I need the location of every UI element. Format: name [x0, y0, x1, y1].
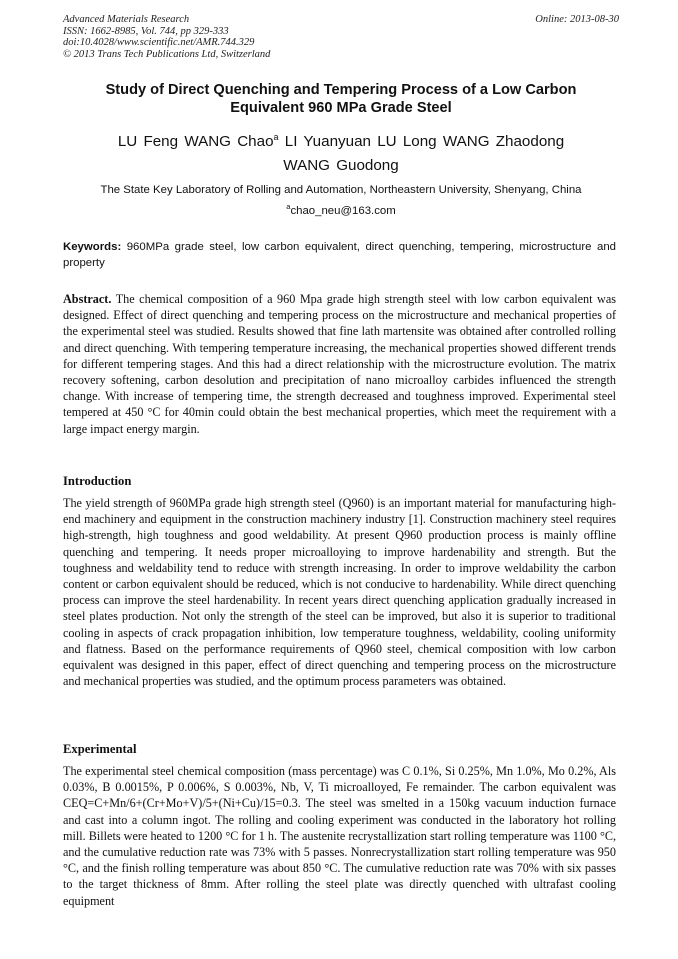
keywords-label: Keywords: [63, 241, 122, 253]
journal-header [63, 14, 619, 60]
title-line-2: Equivalent 960 MPa Grade Steel [230, 100, 452, 116]
keywords [63, 239, 616, 271]
paper-title [63, 81, 619, 117]
title-line-1: Study of Direct Quenching and Tempering Process of a Low Carbon [105, 82, 577, 98]
author: WANG Chao$^a$ [184, 132, 279, 150]
online-date: Online: 2013-08-30 [535, 14, 619, 25]
abstract-label: Abstract. [63, 292, 112, 306]
author-email [63, 204, 619, 218]
abstract [63, 291, 616, 437]
email-superscript: a [286, 202, 291, 211]
affiliation: The State Key Laboratory of Rolling and Automation, Northeastern University, Shenyang, China [100, 184, 582, 196]
issn-line: ISSN: 1662-8985, Vol. 744, pp 329-333 [63, 25, 229, 37]
experimental-paragraph: The experimental steel chemical composition (mass percentage) was C 0.1%, Si 0.25%, Mn 1.0%, Mo 0.2%, Als 0.03%, B 0.0015%, P 0.006%, S 0.003%, Nb, V, Ti microalloyed, Fe remainder. The carbon equivalent was CEQ=C+Mn/6+(Cr+Mo+V)/5+(Ni+Cu)/15=0.3. The steel was smelted in a 150kg vacuum induction furnace and cast into a column ingot. The rolling and cooling experiment was conducted in the laboratory hot rolling mill. Billets were heated to 1200 °C for 1 h. The austenite recrystallization start rolling temperature was 1100 °C, and the cumulative reduction rate was 73% with 5 passes. Nonrecrystallization start rolling temperature was 950 °C, and the finish rolling temperature was about 850 °C. The cumulative reduction rate was 70% with six passes to the target thickness of 8mm. After rolling the steel plate was directly quenched with ultrafast cooling equipment [63, 764, 616, 908]
abstract-text: The chemical composition of a 960 Mpa grade high strength steel with low carbon equivalent was designed. Effect of direct quenching and tempering process on the microstructure and mechanical properties of the experimental steel was studied. Results showed that fine lath martensite was obtained after controlled rolling and direct quenching. With tempering temperature increasing, the mechanical properties showed different trends for different tempering stages. And this had a direct relationship with the microstructure evolution. The matrix recovery softening, carbon desolution and precipitation of nano microalloy carbides influenced the strength change. With increase of tempering time, the strength decreased and toughness improved. Experimental steel tempered at 450 °C for 40min could obtain the best mechanical properties, which meet the requirement with a large impact energy margin. [63, 292, 616, 436]
author: WANG Guodong [283, 157, 399, 174]
copyright-line: © 2013 Trans Tech Publications Ltd, Switzerland [63, 48, 271, 60]
author: LU Feng [117, 133, 179, 150]
author: LU Long [377, 133, 437, 150]
email-address: chao_neu@163.com [290, 205, 396, 217]
introduction-heading: Introduction [63, 474, 132, 488]
experimental-heading: Experimental [63, 742, 137, 756]
author-list [63, 130, 619, 178]
doi-line: doi:10.4028/www.scientific.net/AMR.744.329 [63, 37, 255, 49]
author: WANG Zhaodong [442, 133, 565, 150]
author-superscript: a [273, 132, 279, 142]
journal-name: Advanced Materials Research [63, 14, 190, 25]
keywords-text: 960MPa grade steel, low carbon equivalent, direct quenching, tempering, microstructure and property [63, 241, 616, 269]
introduction-paragraph: The yield strength of 960MPa grade high strength steel (Q960) is an important material for manufacturing high-end machinery and equipment in the construction machinery industry [1]. Construction machinery steel requires high-strength, high toughness and good weldability. At present Q960 production process is mainly offline quenching and tempering. It needs proper microalloying to improve hardenability and strength. But the toughness and weldability tend to reduce with strength increasing. In order to improve weldability the carbon content or carbon equivalent should be reduced, which is not conducive to hardenability. While direct quenching process can improve the steel hardenability. In recent years direct quenching application gradually increased in steel plates production. Not only the strength of the steel can be improved, but also it is superior to traditional cooling in aspects of crack propagation inhibition, low temperature toughness, weldability, cooling uniformity and flatness. Based on the performance requirements of Q960 steel, chemical composition with low carbon equivalent was designed in this paper, effect of direct quenching and tempering process on the microstructure and mechanical properties was studied, and the optimum process parameters was obtained. [63, 496, 616, 689]
author: LI Yuanyuan [284, 133, 371, 150]
